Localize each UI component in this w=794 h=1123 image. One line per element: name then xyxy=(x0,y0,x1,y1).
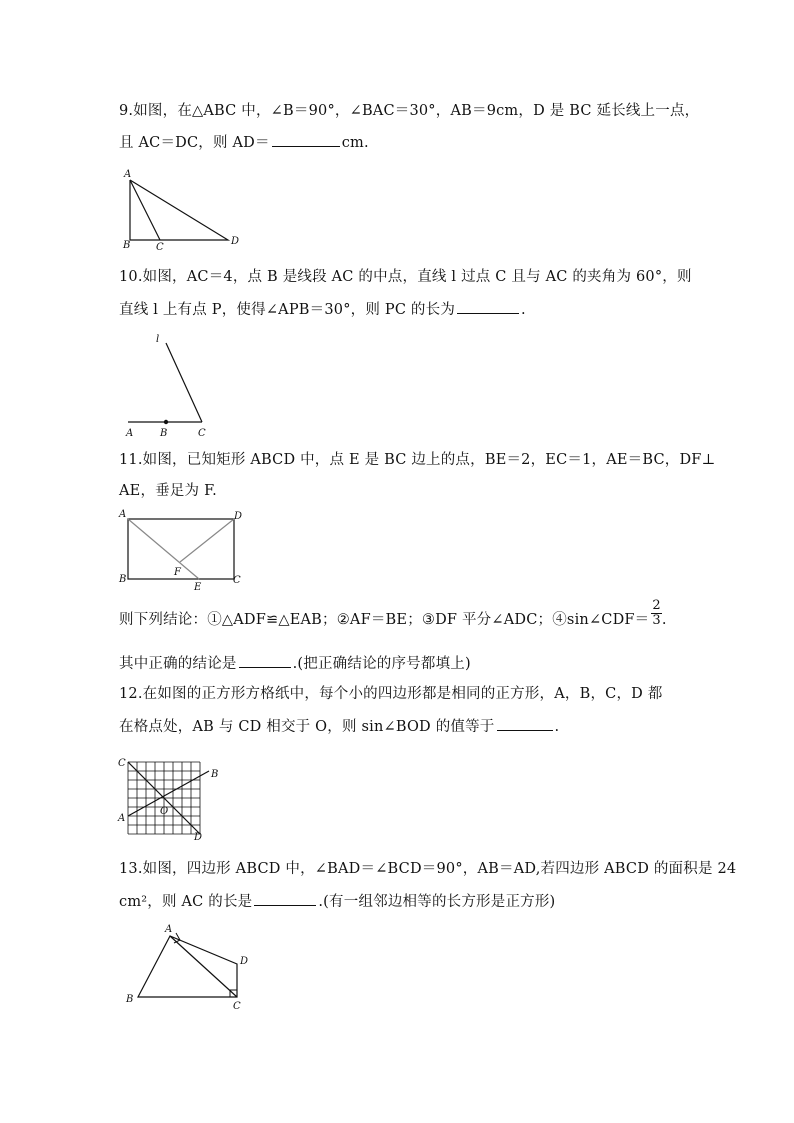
problem-9-text: 且 AC＝DC，则 AD＝ xyxy=(119,135,270,151)
figure-12-grid xyxy=(118,752,228,844)
fraction-denominator: 3 xyxy=(652,612,661,628)
segment-df xyxy=(180,519,234,562)
label-b: B xyxy=(119,574,127,585)
label-a: A xyxy=(165,924,173,935)
problem-12-text: 在格点处，AB 与 CD 相交于 O，则 sin∠BOD 的值等于 xyxy=(119,719,495,735)
answer-blank-13[interactable] xyxy=(254,891,316,906)
problem-10-line-1: 10.如图，AC＝4，点 B 是线段 AC 的中点，直线 l 过点 C 且与 AC 的夹角为 60°，则 xyxy=(119,269,692,285)
label-c: C xyxy=(198,428,206,439)
answer-blank-11[interactable] xyxy=(239,653,291,668)
fraction-two-thirds xyxy=(651,599,661,628)
answer-blank-12[interactable] xyxy=(497,716,553,731)
answer-blank-10[interactable] xyxy=(457,299,519,314)
label-b: B xyxy=(160,428,168,439)
line-l xyxy=(166,343,202,422)
problem-12-line-2 xyxy=(119,716,559,737)
label-c: C xyxy=(118,758,126,769)
figure-10 xyxy=(120,333,220,441)
label-a: A xyxy=(119,509,127,520)
conclusions-text: 则下列结论：①△ADF≌△EAB；②AF＝BE；③DF 平分∠ADC；④sin∠CDF＝ xyxy=(119,612,650,628)
rectangle-abcd xyxy=(128,519,234,579)
problem-13-text: cm²，则 AC 的长是 xyxy=(119,894,253,910)
label-d: D xyxy=(240,956,249,967)
figure-9-triangle xyxy=(120,168,250,253)
label-b: B xyxy=(211,769,219,780)
quadrilateral-abcd xyxy=(138,936,237,997)
label-a: A xyxy=(126,428,134,439)
problem-13-line-2 xyxy=(119,891,555,912)
problem-12-end: . xyxy=(554,719,560,735)
label-o: O xyxy=(160,806,169,817)
problem-10-text: 直线 l 上有点 P，使得∠APB＝30°，则 PC 的长为 xyxy=(119,302,456,318)
label-d: D xyxy=(234,511,243,522)
label-c: C xyxy=(156,242,164,253)
label-d: D xyxy=(194,832,203,843)
label-d: D xyxy=(231,236,240,247)
problem-11-line-1: 11.如图，已知矩形 ABCD 中，点 E 是 BC 边上的点，BE＝2，EC＝1，AE＝BC，DF⊥ xyxy=(119,452,716,468)
segment-ac xyxy=(170,936,237,997)
answer-text: 其中正确的结论是 xyxy=(119,656,237,672)
problem-9-line-1: 9.如图，在△ABC 中，∠B＝90°，∠BAC＝30°，AB＝9cm，D 是 BC 延长线上一点， xyxy=(119,103,700,119)
problem-11-conclusions xyxy=(119,597,667,630)
answer-blank-9[interactable] xyxy=(272,132,340,147)
fraction-numerator: 2 xyxy=(652,597,661,613)
figure-11-rectangle xyxy=(118,508,248,592)
problem-9-unit: cm. xyxy=(341,135,369,151)
label-l: l xyxy=(156,334,160,345)
label-a: A xyxy=(124,169,132,180)
segment-ab xyxy=(128,771,209,816)
problem-10-end: . xyxy=(521,302,526,318)
problem-11-line-2: AE，垂足为 F. xyxy=(119,483,217,499)
problem-11-answer xyxy=(119,653,471,674)
point-b xyxy=(164,420,168,424)
figure-13-quadrilateral xyxy=(122,922,252,1014)
label-f: F xyxy=(174,567,181,578)
problem-13-hint: .(有一组邻边相等的长方形是正方形) xyxy=(318,894,556,910)
problem-12-line-1: 12.在如图的正方形方格纸中，每个小的四边形都是相同的正方形，A，B，C，D 都 xyxy=(119,686,663,702)
problem-9-line-2 xyxy=(119,132,369,153)
label-c: C xyxy=(233,575,241,586)
segment-ae xyxy=(128,519,199,579)
problem-10-line-2 xyxy=(119,299,526,320)
conclusions-end: . xyxy=(661,612,667,628)
problem-13-line-1: 13.如图，四边形 ABCD 中，∠BAD＝∠BCD＝90°，AB＝AD,若四边形 ABCD 的面积是 24 xyxy=(119,861,737,877)
label-c: C xyxy=(233,1001,241,1012)
answer-hint: .(把正确结论的序号都填上) xyxy=(292,656,471,672)
label-b: B xyxy=(123,240,131,251)
label-e: E xyxy=(194,582,202,593)
label-a: A xyxy=(118,813,126,824)
label-b: B xyxy=(126,994,134,1005)
